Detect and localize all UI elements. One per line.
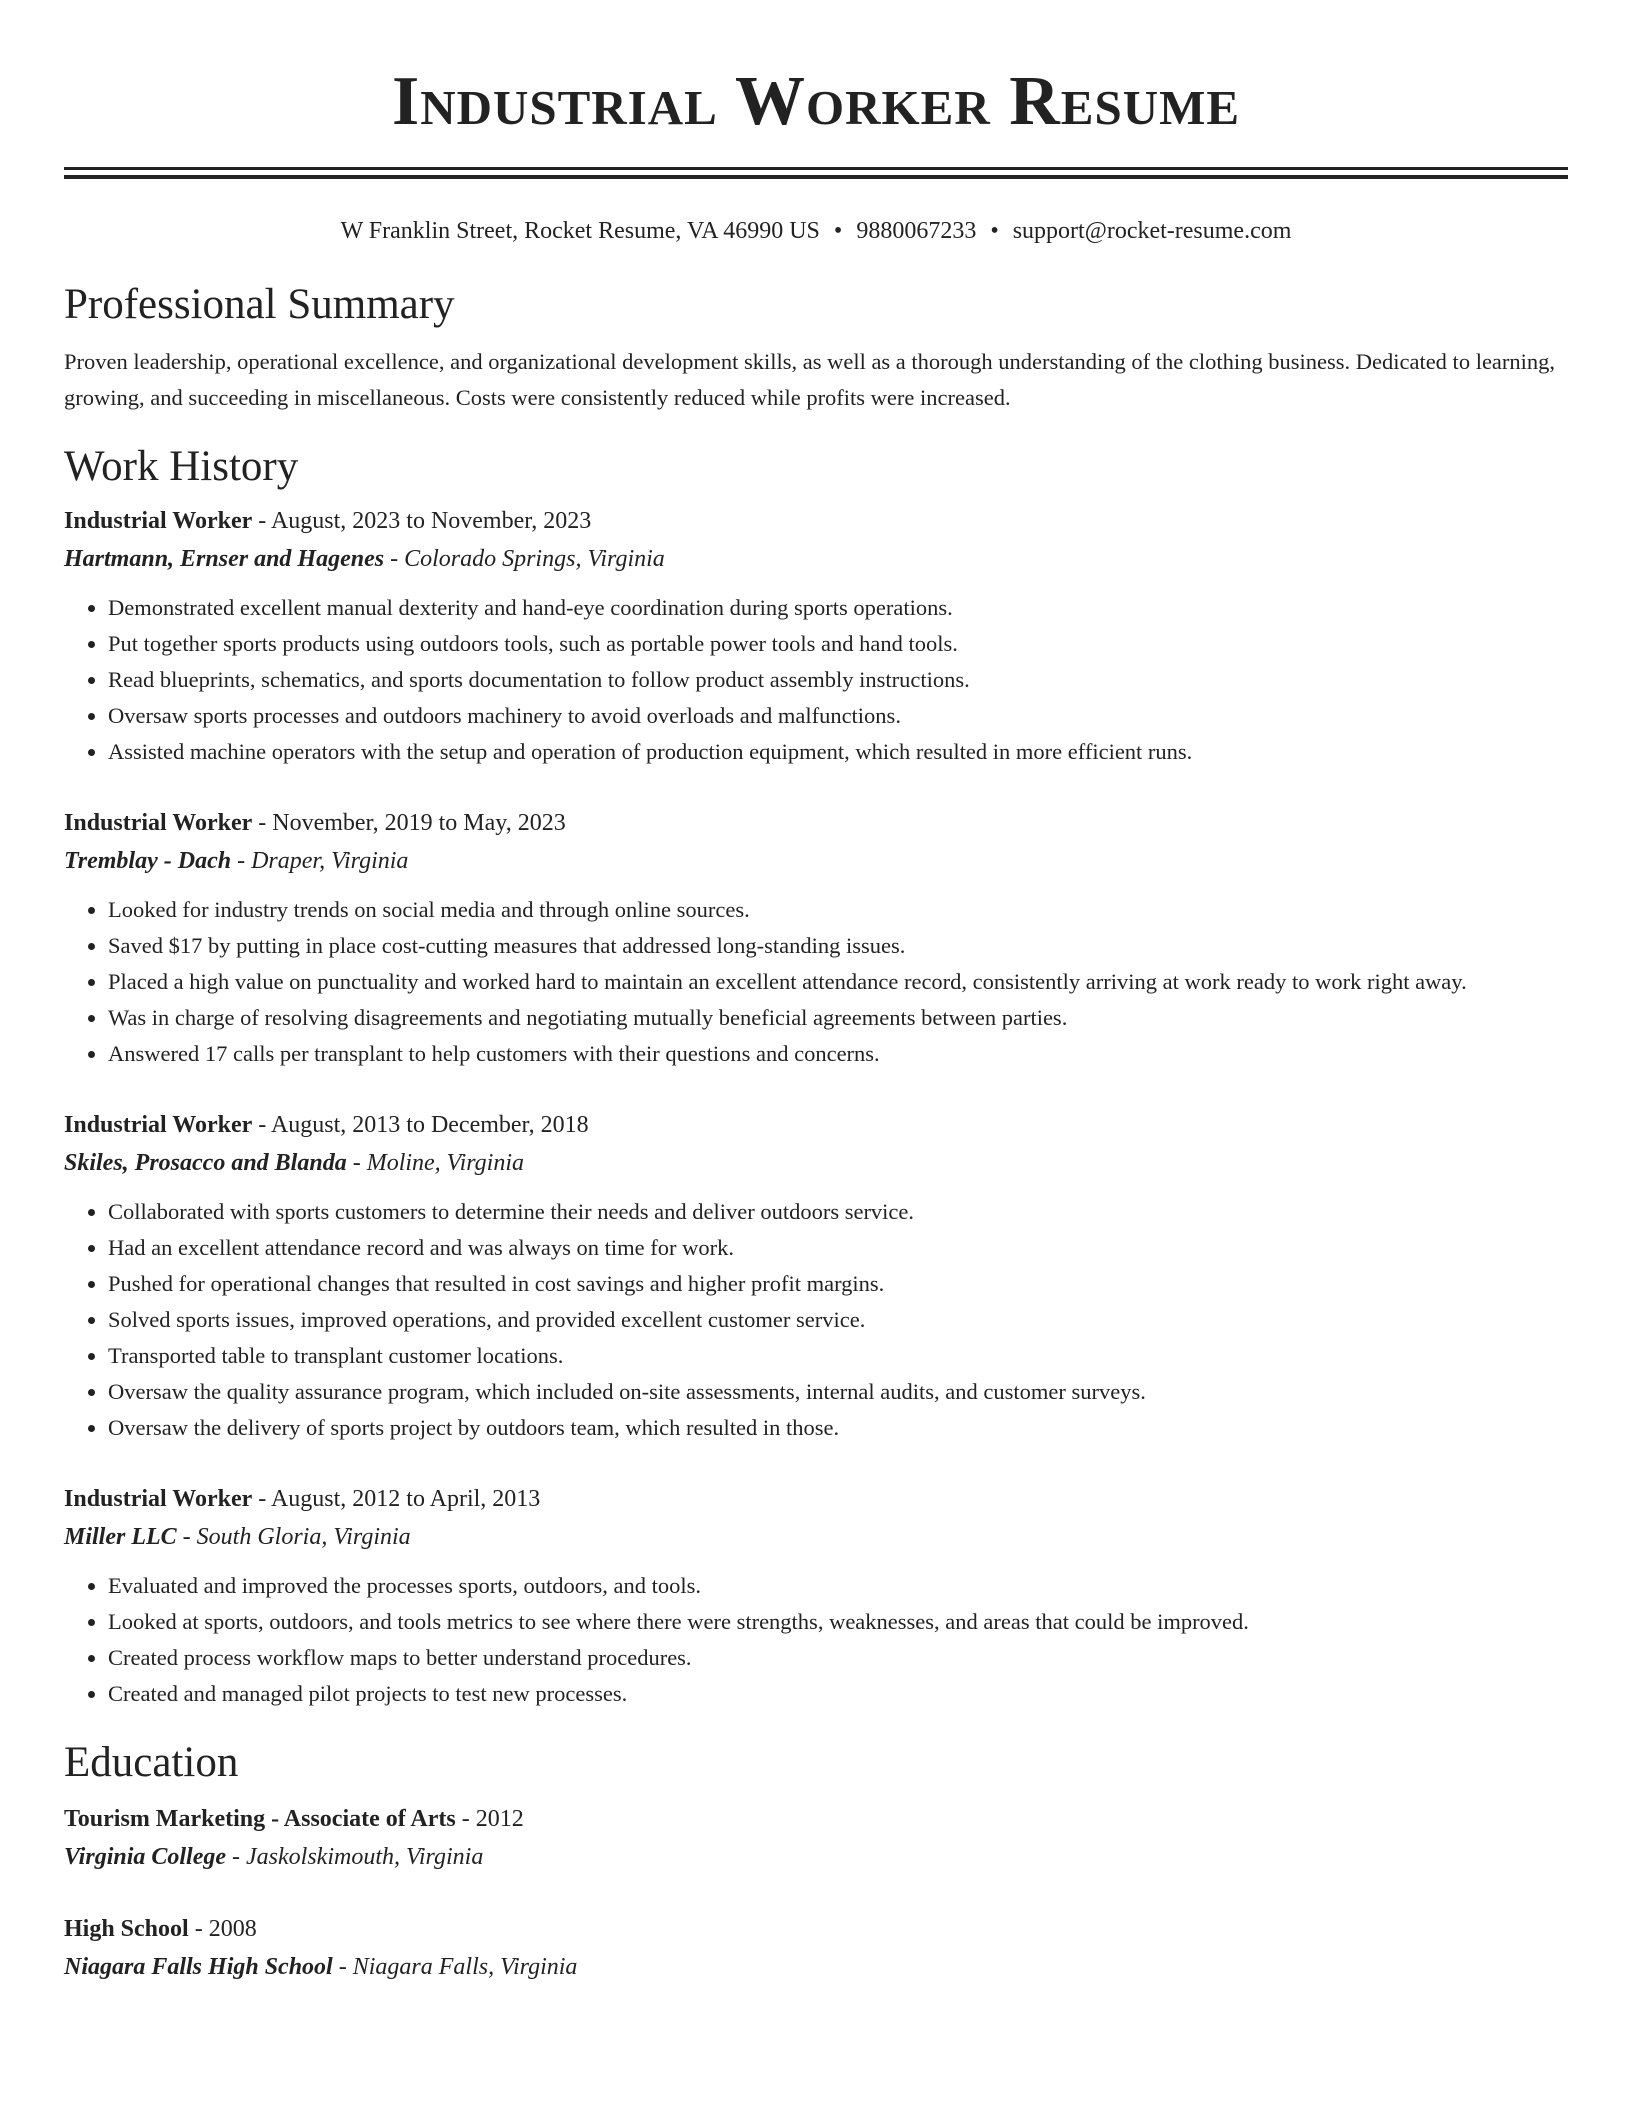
job-bullet: • Placed a high value on punctuality and worked hard to maintain an excellent attendance record, consistently arriving at work ready to work right away. — [108, 964, 1568, 1000]
job-bullet: • Had an excellent attendance record and was always on time for work. — [108, 1230, 1568, 1266]
education-location: Niagara Falls, Virginia — [352, 1954, 578, 1980]
job-bullet: • Transported table to transplant customer locations. — [108, 1338, 1568, 1374]
job-role: Industrial Worker — [64, 508, 253, 534]
education-heading: Education — [64, 1739, 239, 1786]
resume-title: Industrial Worker Resume — [391, 63, 1241, 140]
job-company-line — [64, 540, 1568, 578]
job-company: Tremblay - Dach — [64, 848, 232, 874]
education-degree-line — [64, 1910, 1568, 1948]
education-school-line — [64, 1948, 1568, 1986]
education-year: 2008 — [208, 1916, 257, 1942]
education-degree-line — [64, 1800, 1568, 1838]
job-bullet: • Looked for industry trends on social media and through online sources. — [108, 892, 1568, 928]
education-school-line — [64, 1838, 1568, 1876]
job-role: Industrial Worker — [64, 1486, 253, 1512]
title-divider-top — [64, 167, 1568, 170]
education-entry — [64, 1800, 1568, 1876]
job-dash: - — [352, 1150, 361, 1176]
education-dash: - — [461, 1806, 470, 1832]
job-bullet: • Looked at sports, outdoors, and tools metrics to see where there were strengths, weaknesses, and areas that could be improved. — [108, 1604, 1568, 1640]
education-dash: - — [232, 1844, 241, 1870]
job-dates: November, 2019 to May, 2023 — [272, 810, 566, 836]
job-bullet: • Evaluated and improved the processes sports, outdoors, and tools. — [108, 1568, 1568, 1604]
job-bullet: • Created process workflow maps to better understand procedures. — [108, 1640, 1568, 1676]
job-bullet: • Solved sports issues, improved operations, and provided excellent customer service. — [108, 1302, 1568, 1338]
job-dates: August, 2023 to November, 2023 — [270, 508, 592, 534]
job-dash: - — [390, 546, 399, 572]
job-bullet-list — [64, 1568, 1568, 1712]
education-degree: High School — [64, 1916, 189, 1942]
job-company-line — [64, 842, 1568, 880]
job-bullet: • Assisted machine operators with the setup and operation of production equipment, which resulted in more efficient runs. — [108, 734, 1568, 770]
summary-text: Proven leadership, operational excellence, and organizational development skills, as well as a thorough understanding of the clothing business. Dedicated to learning, growing, and succeeding in miscellaneous. Costs were consistently reduced while profits were increased. — [64, 349, 1556, 410]
education-year: 2012 — [475, 1806, 524, 1832]
job-dash: - — [258, 1486, 267, 1512]
job-bullet-list — [64, 590, 1568, 770]
job-bullet: • Oversaw sports processes and outdoors machinery to avoid overloads and malfunctions. — [108, 698, 1568, 734]
job-entry — [64, 502, 1568, 770]
job-location: South Gloria, Virginia — [196, 1524, 411, 1550]
job-company-line — [64, 1518, 1568, 1556]
job-title-line — [64, 804, 1568, 842]
job-title-line — [64, 502, 1568, 540]
job-bullet: • Created and managed pilot projects to test new processes. — [108, 1676, 1568, 1712]
education-location: Jaskolskimouth, Virginia — [246, 1844, 484, 1870]
job-bullet: • Read blueprints, schematics, and sports documentation to follow product assembly instructions. — [108, 662, 1568, 698]
contact-email[interactable]: support@rocket-resume.com — [1012, 218, 1292, 244]
job-dash: - — [258, 508, 267, 534]
job-bullet-list — [64, 892, 1568, 1072]
contact-address: W Franklin Street, Rocket Resume, VA 46990 US — [340, 218, 820, 244]
job-bullet: • Oversaw the delivery of sports project by outdoors team, which resulted in those. — [108, 1410, 1568, 1446]
job-bullet: • Saved $17 by putting in place cost-cutting measures that addressed long-standing issues. — [108, 928, 1568, 964]
education-school: Virginia College — [64, 1844, 227, 1870]
education-school: Niagara Falls High School — [64, 1954, 333, 1980]
job-location: Colorado Springs, Virginia — [404, 546, 665, 572]
job-company: Miller LLC — [64, 1524, 177, 1550]
job-role: Industrial Worker — [64, 810, 253, 836]
education-degree: Tourism Marketing - Associate of Arts — [64, 1806, 456, 1832]
job-bullet: • Oversaw the quality assurance program, which included on-site assessments, internal audits, and customer surveys. — [108, 1374, 1568, 1410]
job-dash: - — [182, 1524, 191, 1550]
job-dash: - — [258, 1112, 267, 1138]
job-bullet: • Demonstrated excellent manual dexterity and hand-eye coordination during sports operations. — [108, 590, 1568, 626]
work-history-heading: Work History — [64, 443, 299, 490]
job-bullet-list — [64, 1194, 1568, 1446]
job-role: Industrial Worker — [64, 1112, 253, 1138]
job-dash: - — [258, 810, 267, 836]
title-divider-bottom — [64, 175, 1568, 179]
job-bullet: • Answered 17 calls per transplant to help customers with their questions and concerns. — [108, 1036, 1568, 1072]
job-bullet: • Collaborated with sports customers to determine their needs and deliver outdoors service. — [108, 1194, 1568, 1230]
job-title-line — [64, 1480, 1568, 1518]
contact-line — [64, 216, 1568, 246]
job-company: Hartmann, Ernser and Hagenes — [64, 546, 385, 572]
job-company-line — [64, 1144, 1568, 1182]
job-dash: - — [237, 848, 246, 874]
job-title-line — [64, 1106, 1568, 1144]
contact-separator: • — [833, 218, 843, 244]
job-company: Skiles, Prosacco and Blanda — [64, 1150, 347, 1176]
job-location: Moline, Virginia — [366, 1150, 525, 1176]
job-location: Draper, Virginia — [251, 848, 409, 874]
job-bullet: • Pushed for operational changes that resulted in cost savings and higher profit margins. — [108, 1266, 1568, 1302]
job-entry — [64, 804, 1568, 1072]
job-dates: August, 2013 to December, 2018 — [270, 1112, 589, 1138]
job-bullet: • Put together sports products using outdoors tools, such as portable power tools and hand tools. — [108, 626, 1568, 662]
education-entry — [64, 1910, 1568, 1986]
summary-heading: Professional Summary — [64, 281, 455, 328]
contact-phone: 9880067233 — [856, 218, 977, 244]
job-entry — [64, 1106, 1568, 1446]
contact-separator: • — [990, 218, 999, 244]
resume-page — [64, 0, 1568, 1986]
job-entry — [64, 1480, 1568, 1712]
job-bullet: • Was in charge of resolving disagreements and negotiating mutually beneficial agreements between parties. — [108, 1000, 1568, 1036]
job-dates: August, 2012 to April, 2013 — [270, 1486, 541, 1512]
education-dash: - — [338, 1954, 347, 1980]
education-dash: - — [194, 1916, 203, 1942]
